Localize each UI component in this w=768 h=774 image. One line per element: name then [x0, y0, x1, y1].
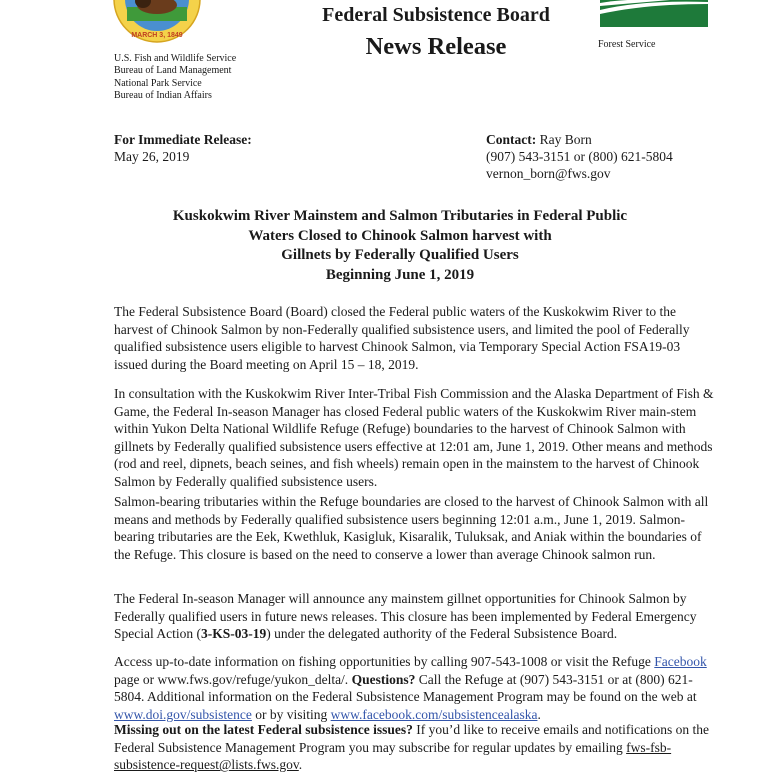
forest-service-logo: [600, 0, 708, 27]
subscribe-email-link[interactable]: fws-fsb-subsistence-request@lists.fws.gov: [114, 739, 672, 773]
contact-email: vernon_born@fws.gov: [486, 166, 611, 181]
release-label: For Immediate Release:: [114, 132, 252, 147]
headline-line: Beginning June 1, 2019: [325, 266, 475, 283]
action-id: 3-KS-03-19: [200, 626, 267, 642]
contact-name: Ray Born: [539, 132, 592, 147]
agency-item: Bureau of Indian Affairs: [114, 90, 212, 102]
paragraph-subscribe: [114, 721, 714, 774]
questions-label: Questions?: [351, 671, 416, 687]
agency-item: National Park Service: [114, 77, 202, 89]
agency-item: Bureau of Land Management: [114, 65, 232, 77]
agency-item: U.S. Fish and Wildlife Service: [114, 53, 237, 64]
doi-subsistence-link[interactable]: www.doi.gov/subsistence: [114, 706, 252, 722]
paragraph-access-info: [114, 653, 714, 723]
headline-line: Gillnets by Federally Qualified Users: [281, 247, 519, 263]
seal-text: MARCH 3, 1849: [131, 32, 183, 39]
release-date: May 26, 2019: [114, 149, 190, 164]
paragraph-mainstem-closure: In consultation with the Kuskokwim River Inter-Tribal Fish Commission and the Alaska Department of Fish & Game, the Federal In-season Manager has closed Federal public waters of the Kuskokwim River main-stem within Yukon Delta National Wildlife Refuge (Refuge) boundaries to the harvest of Chinook Salmon with gillnets by Federally qualified subsistence users effective at 12:01 am, June 1, 2019. Other means and methods (rod and reel, dipnets, beach seines, and fish wheels) remain open in the mainstem to the harvest of Chinook Salmon by Federally qualified subsistence users.: [114, 386, 714, 489]
p5-text: or by visiting: [251, 706, 331, 722]
paragraph-board-closure: The Federal Subsistence Board (Board) closed the Federal public waters of the Kuskokwim River to the harvest of Chinook Salmon by non-Federally qualified subsistence users, and limited the pool of Federally qualified subsistence users eligible to harvest Chinook Salmon, via Temporary Special Action FSA19-03 issued during the Board meeting on April 15 – 18, 2019.: [114, 304, 690, 372]
contact-phones: (907) 543-3151 or (800) 621-5804: [486, 149, 673, 164]
p5-text: Access up-to-date information on fishing opportunities by calling 907-543-1008 or visit the Refuge: [114, 654, 655, 669]
agency-list: [114, 53, 236, 103]
paragraph-future-opportunities: [114, 590, 714, 643]
p4-text: ) under the delegated authority of the Federal Subsistence Board.: [266, 626, 618, 642]
facebook-subsistencealaska-link[interactable]: www.facebook.com/subsistencealaska: [330, 706, 538, 722]
headline-line: Kuskokwim River Mainstem and Salmon Tributaries in Federal Public: [172, 208, 628, 224]
p6-text: .: [298, 757, 303, 773]
subscribe-lead: Missing out on the latest Federal subsistence issues?: [114, 722, 413, 737]
forest-service-label: Forest Service: [598, 39, 656, 50]
p5-text: .: [537, 706, 541, 722]
news-release-title: News Release: [365, 33, 507, 60]
p4-text: The Federal In-season Manager will announce any mainstem gillnet opportunities for Chinook Salmon by Federally qualified users in future news releases. This closure has been implemented by Federal Emergency Special Action (: [114, 591, 697, 642]
facebook-link[interactable]: Facebook: [654, 654, 707, 669]
doi-seal-logo: [113, 0, 201, 43]
contact-info: [486, 131, 673, 182]
release-info: [114, 131, 252, 165]
headline-line: Waters Closed to Chinook Salmon harvest with: [248, 227, 552, 244]
board-title: Federal Subsistence Board: [322, 4, 550, 26]
p6-text: If you’d like to receive emails and notifications on the Federal Subsistence Management Program you may subscribe for regular updates by emailing: [114, 722, 710, 755]
headline: [110, 207, 690, 285]
paragraph-tributaries: Salmon-bearing tributaries within the Refuge boundaries are closed to the harvest of Chinook Salmon with all means and methods by Federally qualified subsistence users beginning 12:01 a.m., June 1, 2019. Salmon-bearing tributaries are the Eek, Kwethluk, Kasigluk, Kisaralik, Tuluksak, and Aniak within the boundaries of the Refuge. This closure is based on the need to conserve a lower than average Chinook salmon run.: [114, 494, 709, 562]
p5-text: page or www.fws.gov/refuge/yukon_delta/.: [114, 671, 352, 687]
p5-text: Call the Refuge at (907) 543-3151 or at (800) 621-5804. Additional information on the Federal Subsistence Management Program may be found on the web at: [114, 671, 697, 705]
contact-label: Contact:: [486, 132, 537, 147]
